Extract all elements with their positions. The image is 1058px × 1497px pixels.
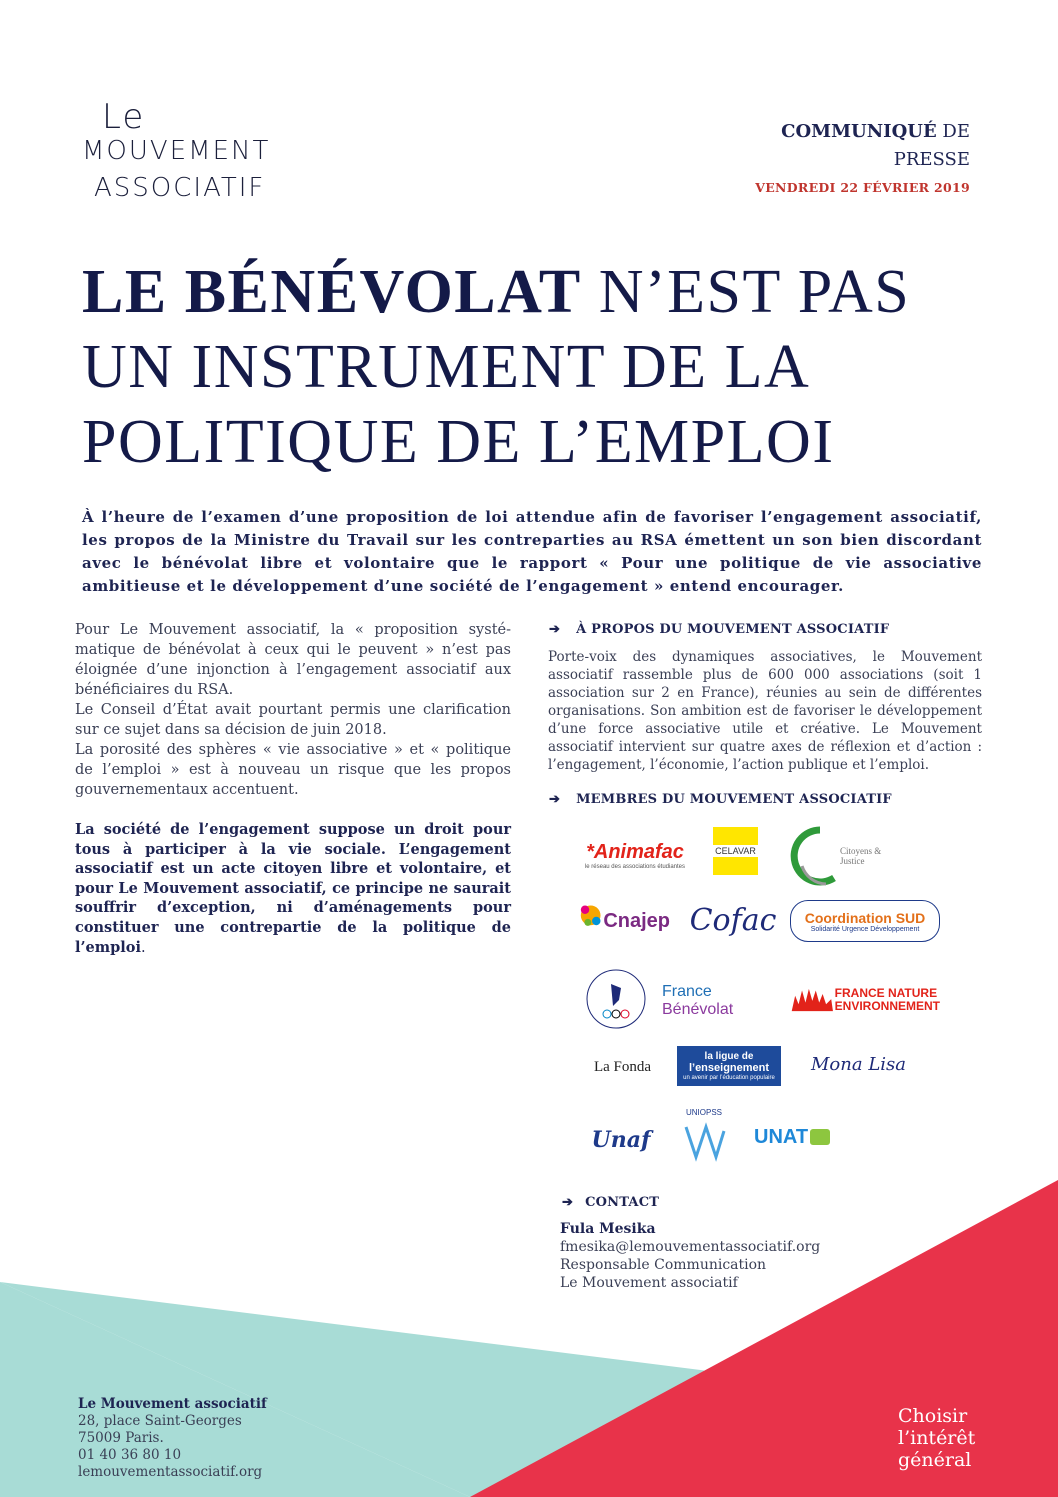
title-line3: POLITIQUE DE L’EMPLOI bbox=[82, 408, 835, 476]
logo-fne[interactable] bbox=[790, 980, 940, 1020]
footer-street: 28, place Saint-Georges bbox=[78, 1413, 242, 1429]
uniopss-name: UNIOPSS bbox=[685, 1108, 722, 1117]
mona-lisa-name: Mona Lisa bbox=[811, 1053, 906, 1075]
left-column bbox=[75, 620, 511, 958]
contact-title: CONTACT bbox=[585, 1195, 660, 1210]
footer-city: 75009 Paris. bbox=[78, 1430, 164, 1446]
uniopss-icon bbox=[682, 1117, 726, 1167]
logo-unat[interactable] bbox=[754, 1120, 842, 1154]
footer-web[interactable]: lemouvementassociatif.org bbox=[78, 1464, 263, 1480]
fne-line2: ENVIRONNEMENT bbox=[834, 999, 940, 1013]
citoyens-justice-name: Citoyens & Justice bbox=[840, 846, 882, 866]
logo-animafac[interactable] bbox=[580, 835, 690, 875]
logo-coordination-sud[interactable] bbox=[790, 900, 940, 942]
ligue-line2: l’enseignement bbox=[688, 1061, 770, 1074]
coordination-sud-name: Coordination SUD bbox=[804, 909, 926, 926]
logo-cnosf[interactable] bbox=[580, 968, 652, 1030]
slogan-line1: Choisir bbox=[898, 1405, 968, 1427]
coordination-sud-sub: Solidarité Urgence Développement bbox=[810, 925, 920, 933]
contact-email[interactable]: fmesika@lemouvementassociatif.org bbox=[560, 1239, 821, 1255]
paragraph-3: La porosité des sphères « vie associative » et « politique de l’emploi » est à nouveau un risque que les propos gouvernementaux accentuent. bbox=[75, 742, 511, 798]
logo-mona-lisa[interactable] bbox=[806, 1046, 911, 1082]
footer-address bbox=[78, 1396, 267, 1481]
page-title bbox=[82, 255, 982, 480]
cnajep-name: Cnajep bbox=[603, 909, 670, 932]
title-bold: LE BÉNÉVOLAT bbox=[82, 258, 582, 326]
france-benevolat-benevolat: Bénévolat bbox=[662, 1001, 734, 1018]
cnosf-icon bbox=[585, 968, 647, 1030]
paragraph-4-text: La société de l’engagement suppose un droit pour tous à participer à la vie sociale. L’engagement associatif est un acte citoyen libre et volontaire, et pour Le Mouvement associatif, ce principe ne saurait souffrir d’exception, ni d’aménagements pour constituer une contrepartie de la politique de l’emploi bbox=[75, 821, 511, 956]
mouvement-associatif-logo bbox=[82, 97, 302, 218]
paragraph-2: Le Conseil d’État avait pourtant permis une clarification sur ce sujet dans sa décision de juin 2018. bbox=[75, 702, 511, 738]
contact-org: Le Mouvement associatif bbox=[560, 1275, 738, 1291]
logo-ligue-enseignement[interactable] bbox=[677, 1046, 781, 1086]
paragraph-1: Pour Le Mouvement associatif, la « proposition systé-matique de bénévolat à ceux qui le peuvent » n’est pas éloignée d’une injonction à l’engagement associatif aux bénéficiaires du RSA. bbox=[75, 622, 511, 698]
slogan-line2: l’intérêt bbox=[898, 1427, 976, 1449]
paragraph-4-end: . bbox=[140, 939, 146, 956]
communique-de: DE bbox=[942, 121, 970, 142]
logo-celavar[interactable] bbox=[713, 827, 758, 875]
arrow-right-icon: ➔ bbox=[549, 622, 561, 637]
about-text: Porte-voix des dynamiques associatives, le Mouvement associatif rassemble plus de 600 000 associations (soit 1 association sur 2 en France), réunies au sein de différentes organisations. Son ambition est de favoriser le développement d’une force associative utile et créative. Le Mouvement associatif intervient sur quatre axes de réflexion et d’action : l’engagement, l’économie, l’action publique et l’emploi. bbox=[548, 649, 982, 773]
citoyens-justice-icon bbox=[790, 826, 840, 886]
contact-heading bbox=[562, 1195, 659, 1210]
about-title: À PROPOS DU MOUVEMENT ASSOCIATIF bbox=[576, 622, 890, 637]
logo-uniopss[interactable] bbox=[680, 1108, 728, 1172]
unat-name: UNAT bbox=[754, 1125, 809, 1148]
contact-role: Responsable Communication bbox=[560, 1257, 767, 1273]
logo-line-le: Le bbox=[102, 97, 146, 137]
logo-citoyens-justice[interactable] bbox=[790, 825, 890, 887]
contact-name: Fula Mesika bbox=[560, 1221, 656, 1237]
logo-line-mouvement: MOUVEMENT bbox=[82, 136, 271, 166]
contact-block bbox=[560, 1220, 820, 1292]
title-line1-rest: N’EST PAS bbox=[598, 258, 911, 326]
members-title: MEMBRES DU MOUVEMENT ASSOCIATIF bbox=[576, 792, 892, 807]
paragraph-4 bbox=[75, 820, 511, 958]
slogan-line3: général bbox=[898, 1449, 972, 1471]
fne-line1: FRANCE NATURE bbox=[834, 986, 938, 1000]
slogan bbox=[898, 1405, 975, 1471]
celavar-name: CELAVAR bbox=[715, 846, 756, 856]
cofac-name: Cofac bbox=[689, 902, 777, 938]
logo-line-associatif: ASSOCIATIF bbox=[94, 173, 266, 203]
france-benevolat-france: France bbox=[662, 983, 712, 1000]
animafac-name: *Animafac bbox=[586, 840, 684, 863]
unaf-name: Unaf bbox=[591, 1127, 651, 1153]
about-heading bbox=[549, 622, 889, 637]
logo-unaf[interactable] bbox=[582, 1118, 660, 1162]
lead-paragraph: À l’heure de l’examen d’une proposition de loi attendue afin de favoriser l’engagement associatif, les propos de la Ministre du Travail sur les contreparties au RSA émettent un son bien discordant avec le bénévolat libre et volontaire que le rapport « Pour une politique de vie associative ambitieuse et le développement d’une société de l’engagement » entend encourager. bbox=[82, 508, 982, 595]
footer-org: Le Mouvement associatif bbox=[78, 1396, 267, 1412]
footer-phone: 01 40 36 80 10 bbox=[78, 1447, 182, 1463]
publication-date: VENDREDI 22 FÉVRIER 2019 bbox=[755, 180, 970, 195]
ligue-line1: la ligue de bbox=[704, 1050, 754, 1062]
unat-badge-icon bbox=[810, 1129, 830, 1145]
ligue-sub: un avenir par l’éducation populaire bbox=[683, 1074, 775, 1081]
title-line2: UN INSTRUMENT DE LA bbox=[82, 333, 811, 401]
hedgehog-icon bbox=[790, 985, 835, 1015]
document-type bbox=[781, 118, 970, 174]
presse-label: PRESSE bbox=[893, 149, 970, 170]
logo-la-fonda[interactable] bbox=[585, 1052, 660, 1082]
arrow-right-icon: ➔ bbox=[562, 1195, 574, 1210]
members-heading bbox=[549, 792, 892, 807]
logo-cofac[interactable] bbox=[686, 895, 780, 945]
logo-france-benevolat[interactable] bbox=[662, 975, 774, 1027]
logo-cnajep[interactable] bbox=[578, 890, 670, 952]
animafac-sub: le réseau des associations étudiantes bbox=[584, 863, 686, 870]
cnajep-icon bbox=[578, 891, 603, 951]
la-fonda-name: La Fonda bbox=[593, 1058, 652, 1075]
arrow-right-icon: ➔ bbox=[549, 792, 561, 807]
communique-label: COMMUNIQUÉ bbox=[781, 121, 937, 142]
